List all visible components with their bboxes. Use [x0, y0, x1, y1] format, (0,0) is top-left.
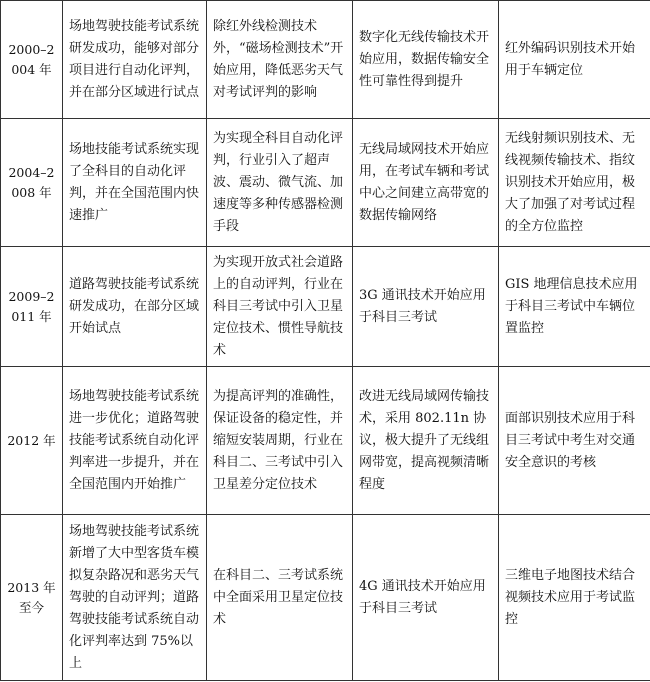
- table-row: [1, 1, 650, 119]
- system-cell: 场地驾驶技能考试系统进一步优化；道路驾驶技能考试系统自动化评判率进一步提升，并在全国范围内开始推广: [63, 367, 207, 515]
- communication-cell: 无线局域网技术开始应用，在考试车辆和考试中心之间建立高带宽的数据传输网络: [353, 119, 499, 247]
- sensor-cell: 为实现全科目自动化评判，行业引入了超声波、震动、微气流、加速度等多种传感器检测手段: [207, 119, 353, 247]
- table-row: [1, 247, 650, 367]
- sensor-cell: 为提高评判的准确性，保证设备的稳定性，并缩短安装周期，行业在科目二、三考试中引入卫星差分定位技术: [207, 367, 353, 515]
- identification-cell: 无线射频识别技术、无线视频传输技术、指纹识别技术开始应用，极大了加强了对考试过程的全方位监控: [499, 119, 650, 247]
- communication-cell: 改进无线局域网传输技术，采用 802.11n 协议，极大提升了无线组网带宽，提高视频清晰程度: [353, 367, 499, 515]
- system-cell: 场地驾驶技能考试系统新增了大中型客货车模拟复杂路况和恶劣天气驾驶的自动评判；道路驾驶技能考试系统自动化评判率达到 75%以上: [63, 515, 207, 681]
- year-cell: 2012 年: [1, 367, 63, 515]
- system-cell: 道路驾驶技能考试系统研发成功，在部分区域开始试点: [63, 247, 207, 367]
- year-cell: 2013 年至今: [1, 515, 63, 681]
- identification-cell: 三维电子地图技术结合视频技术应用于考试监控: [499, 515, 650, 681]
- communication-cell: 4G 通讯技术开始应用于科目三考试: [353, 515, 499, 681]
- year-cell: 2009–2011 年: [1, 247, 63, 367]
- identification-cell: 红外编码识别技术开始用于车辆定位: [499, 1, 650, 119]
- table-row: [1, 515, 650, 681]
- sensor-cell: 除红外线检测技术外，“磁场检测技术”开始应用，降低恶劣天气对考试评判的影响: [207, 1, 353, 119]
- sensor-cell: 为实现开放式社会道路上的自动评判，行业在科目三考试中引入卫星定位技术、惯性导航技术: [207, 247, 353, 367]
- year-cell: 2000–2004 年: [1, 1, 63, 119]
- table-row: [1, 119, 650, 247]
- year-cell: 2004–2008 年: [1, 119, 63, 247]
- system-cell: 场地驾驶技能考试系统研发成功，能够对部分项目进行自动化评判，并在部分区域进行试点: [63, 1, 207, 119]
- communication-cell: 数字化无线传输技术开始应用，数据传输安全性可靠性得到提升: [353, 1, 499, 119]
- identification-cell: GIS 地理信息技术应用于科目三考试中车辆位置监控: [499, 247, 650, 367]
- identification-cell: 面部识别技术应用于科目三考试中考生对交通安全意识的考核: [499, 367, 650, 515]
- table-row: [1, 367, 650, 515]
- communication-cell: 3G 通讯技术开始应用于科目三考试: [353, 247, 499, 367]
- system-cell: 场地技能考试系统实现了全科目的自动化评判，并在全国范围内快速推广: [63, 119, 207, 247]
- sensor-cell: 在科目二、三考试系统中全面采用卫星定位技术: [207, 515, 353, 681]
